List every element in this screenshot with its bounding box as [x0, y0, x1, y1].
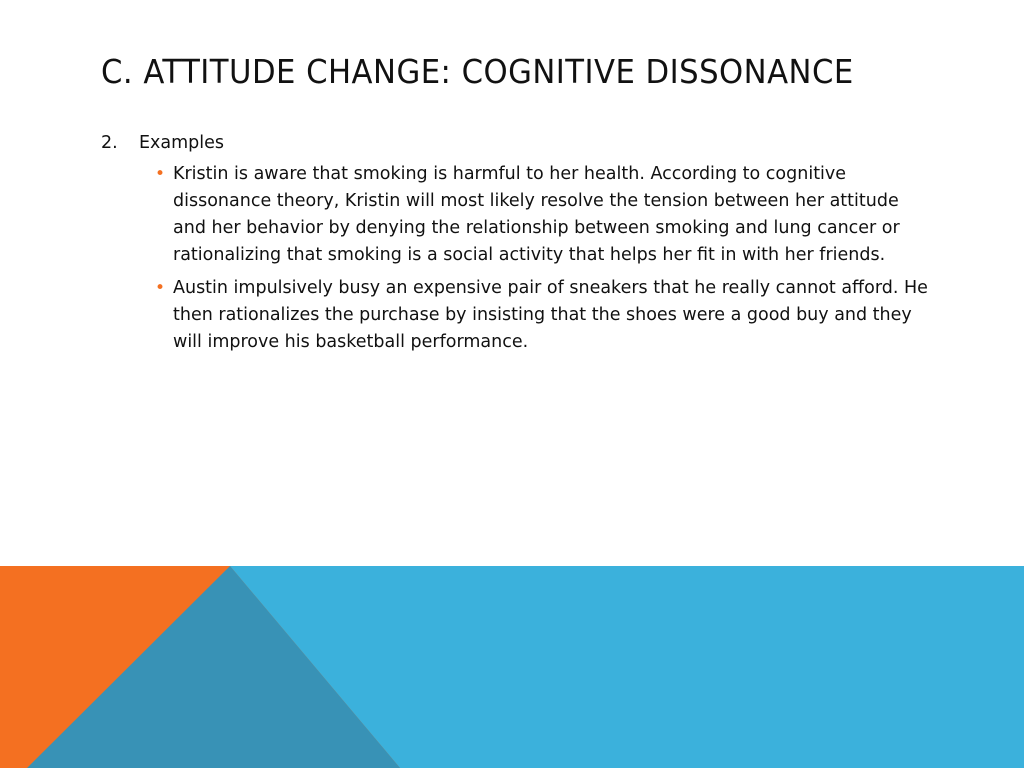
- slide-title: C. ATTITUDE CHANGE: COGNITIVE DISSONANCE: [101, 52, 854, 91]
- bullet-item: [155, 275, 931, 356]
- bullet-icon: •: [155, 164, 166, 184]
- section-heading: [101, 130, 931, 156]
- bullet-item: [155, 161, 931, 269]
- slide-content: [101, 130, 931, 362]
- bullet-list: [101, 161, 931, 356]
- decorative-banner: [0, 566, 1024, 768]
- section-label: Examples: [139, 133, 225, 153]
- bullet-icon: •: [155, 278, 166, 298]
- bullet-text: Kristin is aware that smoking is harmful to her health. According to cognitive dissonance theory, Kristin will most likely resolve the tension between her attitude and her behavior by denying the relationship between smoking and lung cancer or rationalizing that smoking is a social activity that helps her fit in with her friends.: [173, 164, 900, 265]
- section-number: 2.: [101, 133, 118, 153]
- bullet-text: Austin impulsively busy an expensive pair of sneakers that he really cannot afford. He then rationalizes the purchase by insisting that the shoes were a good buy and they will improve his basketball performance.: [173, 278, 928, 352]
